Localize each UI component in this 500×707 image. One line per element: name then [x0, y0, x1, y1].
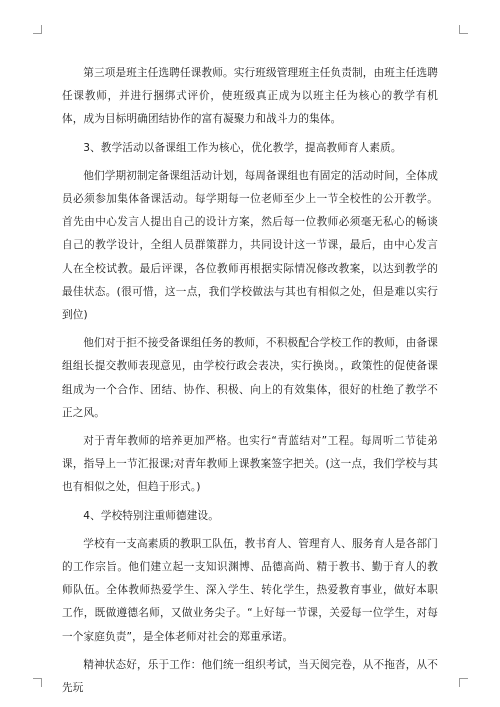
paragraph-staff-quality: 学校有一支高素质的教职工队伍，教书育人、管理育人、服务育人是各部门的工作宗旨。他们建立起一支知识渊博、品德高尚、精于教书、勤于育人的教师队伍。全体教师热爱学生、深入学生、转化学生，热爱教育事业，做好本职工作，既做遵德名师，又做业务尖子。“上好每一节课，关爱每一位学生，对每一个家庭负责”，是全体老师对社会的郑重承诺。: [62, 537, 438, 643]
paragraph-group-planning: 他们学期初制定备课组活动计划，每周备课组也有固定的活动时间，全体成员必须参加集体备课活动。每学期每一位老师至少上一节全校性的公开教学。首先由中心发言人提出自己的设计方案，然后每一位教师必须毫无私心的畅谈自己的教学设计，全组人员群策群力，共同设计这一节课，最后，由中心发言人在全校试教。最后评课，各位教师再根据实际情况修改教案，以达到教学的最佳状态。(很可惜，这一点，我们学校做法与其也有相似之处，但是难以实行到位): [62, 169, 438, 322]
document-body: [62, 62, 438, 700]
paragraph-teacher-selection: 第三项是班主任选聘任课教师。实行班级管理班主任负责制，由班主任选聘任课教师，并进行捆绑式评价，使班级真正成为以班主任为核心的教学有机体，成为目标明确团结协作的富有凝聚力和战斗力的集体。: [62, 67, 438, 126]
paragraph-young-teachers: 对于青年教师的培养更加严格。也实行“青蓝结对”工程。每周听二节徒弟课，指导上一节汇报课;对青年教师上课教案签字把关。(这一点，我们学校与其也有相似之处，但趋于形式。): [62, 435, 438, 494]
heading-lesson-preparation: 3、教学活动以备课组工作为核心，优化教学，提高教师育人素质。: [83, 141, 402, 154]
paragraph-work-attitude: 精神状态好，乐于工作：他们统一组织考试，当天阅完卷，从不拖沓，从不先玩: [62, 658, 438, 695]
heading-teacher-ethics: 4、学校特别注重师德建设。: [83, 509, 220, 522]
paragraph-job-rotation: 他们对于拒不接受备课组任务的教师，不积极配合学校工作的教师，由备课组组长提交教师表现意见，由学校行政会表决，实行换岗。，政策性的促使备课组成为一个合作、团结、协作、积极、向上的有效集体，很好的杜绝了教学不正之风。: [62, 337, 438, 419]
crop-mark-bottom-right: [459, 678, 468, 687]
crop-mark-bottom-left: [33, 678, 42, 687]
crop-mark-top-right: [459, 25, 468, 34]
crop-mark-top-left: [33, 25, 42, 34]
